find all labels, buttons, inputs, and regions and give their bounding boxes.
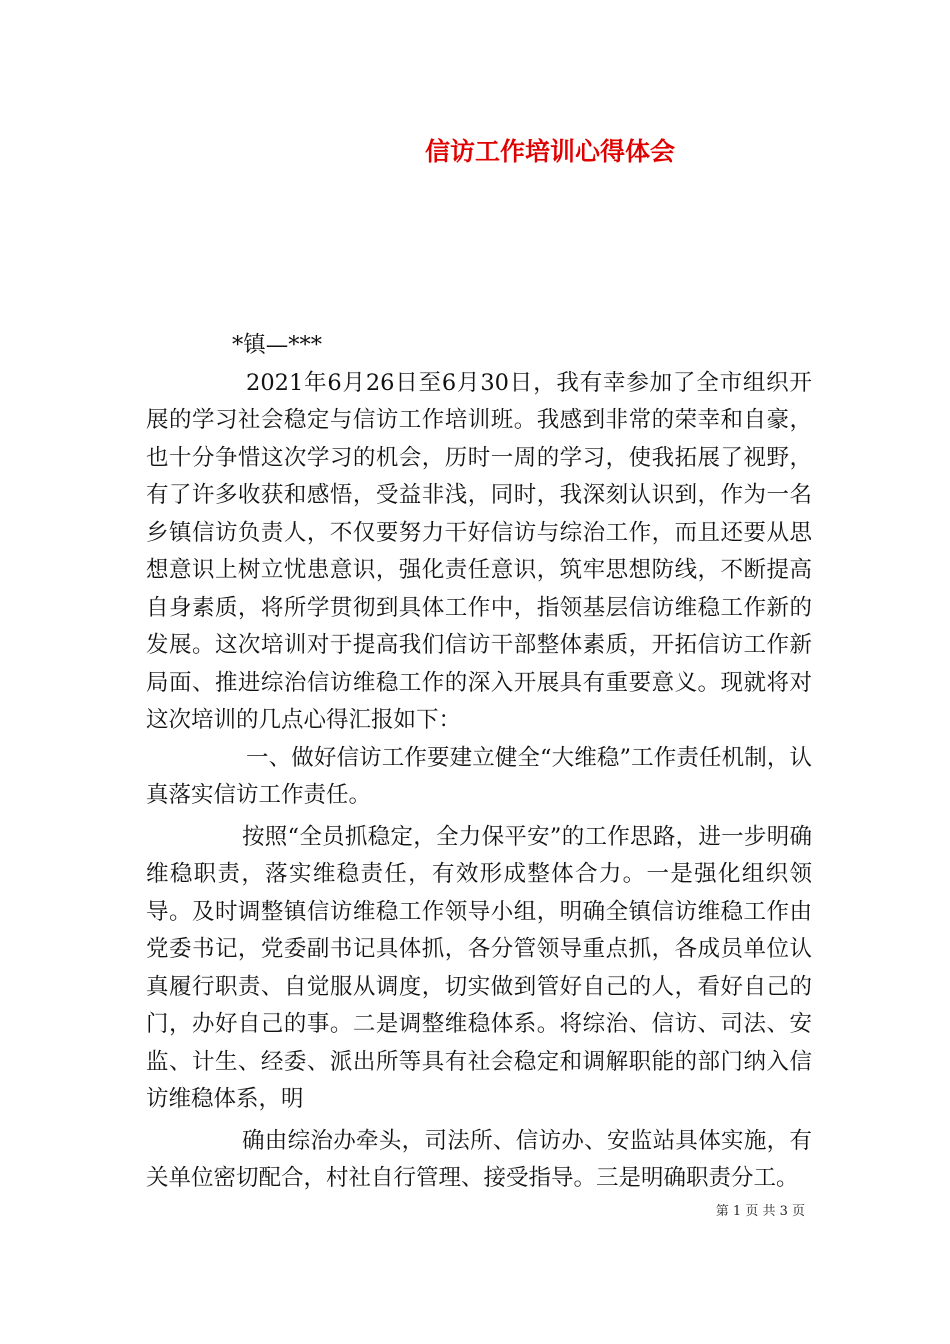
section-heading-1: 一、做好信访工作要建立健全“大维稳”工作责任机制，认真落实信访工作责任。 [146,744,812,808]
paragraph-section-1: 按照“全员抓稳定，全力保平安”的工作思路，进一步明确维稳职责，落实维稳责任，有效形成整体合力。一是强化组织领导。及时调整镇信访维稳工作领导小组，明确全镇信访维稳工作由党委书记，党委副书记具体抓，各分管领导重点抓，各成员单位认真履行职责、自觉服从调度，切实做到管好自己的人，看好自己的门，办好自己的事。二是调整维稳体系。将综治、信访、司法、安监、计生、经委、派出所等具有社会稳定和调解职能的部门纳入信访维稳体系，明 [146,823,812,1112]
paragraph-section-1-continued: 确由综治办牵头，司法所、信访办、安监站具体实施，有关单位密切配合，村社自行管理、接受指导。三是明确职责分工。 [146,1127,812,1191]
paragraph-intro: 2021年6月26日至6月30日，我有幸参加了全市组织开展的学习社会稳定与信访工作培训班。我感到非常的荣幸和自豪，也十分争惜这次学习的机会，历时一周的学习，使我拓展了视野，有了许多收获和感悟，受益非浅，同时，我深刻认识到，作为一名乡镇信访负责人，不仅要努力干好信访与综治工作，而且还要从思想意识上树立忧患意识，强化责任意识，筑牢思想防线，不断提高自身素质，将所学贯彻到具体工作中，指领基层信访维稳工作新的发展。这次培训对于提高我们信访干部整体素质，开拓信访工作新局面、推进综治信访维稳工作的深入开展具有重要意义。现就将对这次培训的几点心得汇报如下： [146,369,812,733]
document-body [146,327,812,1198]
author-line: *镇—*** [232,332,323,358]
page-indicator: 第 1 页 共 3 页 [715,1204,805,1219]
document-title: 信访工作培训心得体会 [424,137,675,166]
